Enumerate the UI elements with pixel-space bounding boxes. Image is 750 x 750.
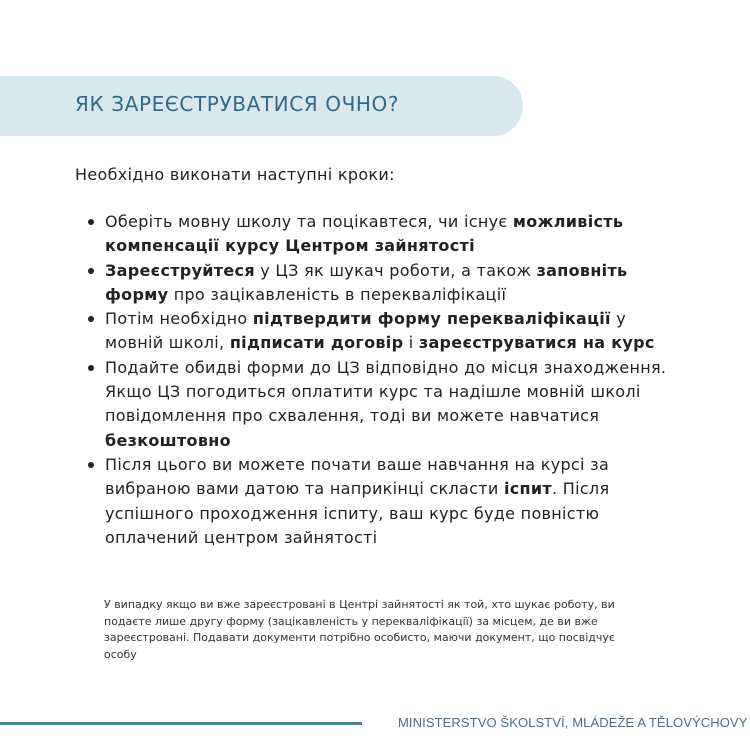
- intro-text: Необхідно виконати наступні кроки:: [75, 165, 395, 184]
- list-item: [88, 356, 688, 453]
- footnote: У випадку якщо ви вже зареєстровані в Центрі зайнятості як той, хто шукає роботу, ви подаєте лише другу форму (зацікавленість у перекваліфікації) за місцем, де ви вже зареєстровані. Подавати документи потрібно особисто, маючи документ, що посвідчує особу: [104, 598, 615, 661]
- step-text-bold: заповніть форму: [105, 260, 628, 304]
- step-text-bold: безкоштовно: [105, 430, 231, 450]
- step-text: Подайте обидві форми до ЦЗ відповідно до місця знаходження. Якщо ЦЗ погодиться оплатити курс та надішле мовній школі повідомлення про схвалення, тоді ви можете навчатися: [105, 357, 667, 426]
- step-text-bold: підписати договір: [229, 333, 404, 353]
- step-text-bold: Зареєструйтеся: [105, 260, 255, 280]
- step-text: у мовній школі,: [105, 309, 626, 353]
- step-text: Після цього ви можете почати ваше навчання на курсі за вибраною вами датою та наприкінці скласти: [105, 454, 610, 499]
- step-text: . Після успішного проходження іспиту, ваш курс буде повністю оплачений центром зайнятості: [105, 479, 610, 547]
- step-text: Оберіть мовну школу та поцікавтеся, чи існує: [105, 212, 513, 231]
- step-text: і: [403, 333, 419, 353]
- step-text-bold: іспит: [503, 479, 552, 499]
- list-item: [88, 210, 688, 259]
- step-text: про зацікавленість в перекваліфікації: [168, 284, 507, 304]
- step-text: у ЦЗ як шукач роботи, а також: [254, 260, 537, 280]
- footer-divider: [0, 722, 362, 725]
- step-text: Потім необхідно: [105, 309, 253, 329]
- steps-list: [88, 210, 688, 550]
- page-title: ЯК ЗАРЕЄСТРУВАТИСЯ ОЧНО?: [75, 92, 400, 116]
- ministry-name: MINISTERSTVO ŠKOLSTVÍ, MLÁDEŽE A TĚLOVÝCHOVY: [398, 715, 748, 730]
- list-item: [88, 453, 688, 550]
- list-item: [88, 259, 688, 308]
- step-text-bold: можливість компенсації курсу Центром зайнятості: [105, 212, 624, 256]
- step-text-bold: зареєструватися на курс: [418, 333, 655, 353]
- list-item: [88, 307, 688, 356]
- step-text-bold: підтвердити форму перекваліфікації: [252, 309, 611, 329]
